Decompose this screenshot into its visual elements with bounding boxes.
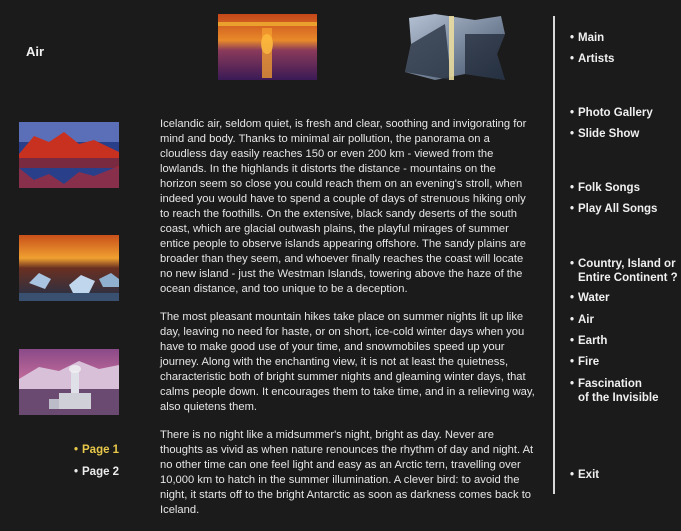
bullet-icon: • [570,314,575,326]
menu-item-artists[interactable] [570,52,680,66]
menu-label: Water [578,292,610,304]
page-2-link[interactable] [74,466,119,488]
menu-label: Exit [578,469,600,481]
menu-label: Artists [578,53,615,65]
bullet-icon: • [570,32,575,44]
bullet-icon: • [74,444,79,456]
bullet-icon: • [570,258,575,270]
menu-item-fascination-invisible[interactable] [570,377,680,405]
menu-item-slide-show[interactable] [570,127,680,141]
menu-item-folk-songs[interactable] [570,181,680,195]
paragraph: There is no night like a midsummer's night, bright as day. Never are thoughts as vivid as when nature renounces the rhythm of day and night. At no other time can one feel light and easy as an Arctic tern, travelling over 10,000 km to hatch in the summer illumination. A clever bird: to avoid the night, it starts off to the bright Antarctic as soon as darkness comes back to Iceland. [160,429,534,516]
bullet-icon: • [570,182,575,194]
menu-label: Folk Songs [578,182,640,194]
page-2-label: Page 2 [82,466,120,478]
menu-label: Fire [578,356,600,368]
bullet-icon: • [570,292,575,304]
sunset-ocean-photo [218,14,317,80]
mountain-lake-photo [19,122,119,188]
paragraph: Icelandic air, seldom quiet, is fresh and clear, soothing and invigorating for mind and body. Thanks to minimal air pollution, the panorama on a cloudless day easily reaches 150 or even 200 km - viewed from the lowlands. In the highlands it distorts the distance - mountains on the horizon seem so close you could reach them on an evening's stroll, when indeed you would have to spend a couple of days of strenuous hiking only to reach the foothills. On the extensive, black sandy deserts of the south coast, which are glacial outwash plains, the playful mirages of summer entice people to observe islands appearing offshore. The sandy plains are broader than they seem, and whoever finally reaches the coast will locate no new island - just the Westman Islands, towering above the haze of the ocean distance, and too unique to be a deception. [160,118,527,295]
glacier-lagoon-photo [19,235,119,301]
menu-item-country-island-continent[interactable] [570,257,680,285]
page-1-label: Page 1 [82,444,120,456]
menu-item-exit[interactable] [570,468,680,482]
geothermal-plant-photo [19,349,119,415]
article-text [160,117,535,531]
bullet-icon: • [570,203,575,215]
vertical-divider [553,16,555,494]
bullet-icon: • [570,469,575,481]
page-title: Air [26,44,45,59]
menu-item-main[interactable] [570,31,680,45]
menu-label: Air [578,314,594,326]
menu-label: Fascination [578,378,642,390]
menu-label: Main [578,32,605,44]
menu-item-play-all-songs[interactable] [570,202,680,216]
paragraph: The most pleasant mountain hikes take place on summer nights lit up like day, leaving no need for haste, or on short, ice-cold winter days when you have to make good use of your time, and snowmobiles speed up your journey. Along with the enchanting view, it is not at least the quietness, characteristic both of bright summer nights and gleaming winter days, that calms people down. It encourages them to take time, and in a relieving way, also quietens them. [160,311,535,413]
pagination [74,444,119,488]
bullet-icon: • [570,53,575,65]
menu-label: Country, Island or [578,258,676,270]
menu-item-earth[interactable] [570,334,680,348]
page-1-link[interactable] [74,444,119,466]
menu-label: Photo Gallery [578,107,653,119]
menu-label-line2: Entire Continent ? [578,272,678,284]
menu-item-fire[interactable] [570,355,680,369]
rock-formation-photo [405,14,505,80]
bullet-icon: • [74,466,79,478]
bullet-icon: • [570,335,575,347]
bullet-icon: • [570,378,575,390]
menu-label: Earth [578,335,608,347]
bullet-icon: • [570,107,575,119]
menu-label-line2: of the Invisible [578,392,659,404]
menu-label: Slide Show [578,128,640,140]
menu-item-photo-gallery[interactable] [570,106,680,120]
bullet-icon: • [570,128,575,140]
menu-item-water[interactable] [570,291,680,305]
menu-item-air[interactable] [570,313,680,327]
menu-label: Play All Songs [578,203,658,215]
bullet-icon: • [570,356,575,368]
